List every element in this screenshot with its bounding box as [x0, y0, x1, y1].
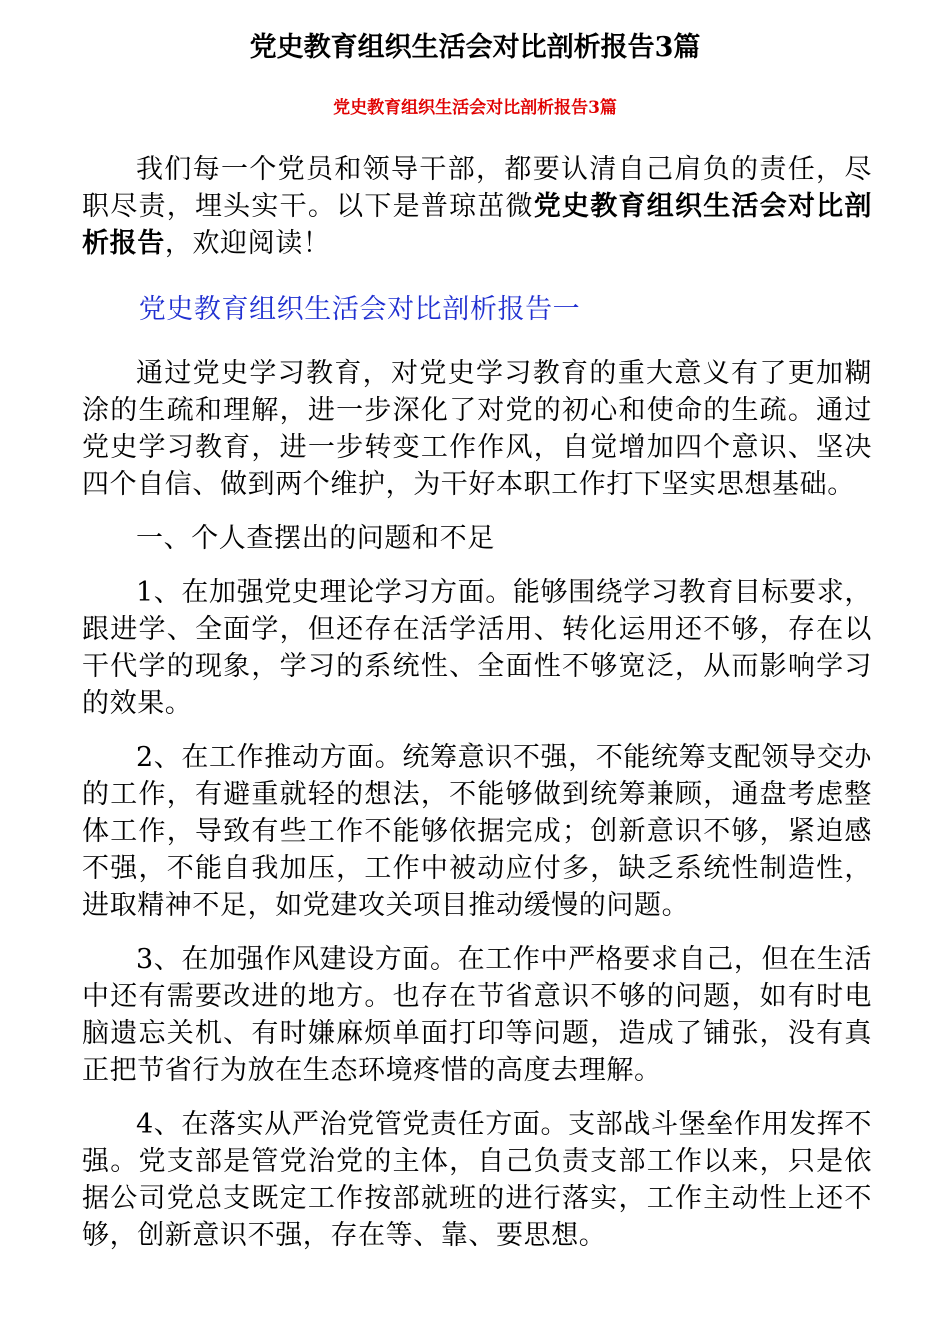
body-paragraph-3: 1、在加强党史理论学习方面。能够围绕学习教育目标要求，跟进学、全面学，但还存在活学活用、转化运用还不够，存在以干代学的现象，学习的系统性、全面性不够宽泛，从而影响学习的效果。 — [82, 577, 872, 719]
intro-text-before: 我们每一个党员和领导干部，都要认清自己肩负的责任，尽职尽责，埋头实干。以下是普琼茁微 — [82, 154, 872, 222]
document-subtitle: 党史教育组织生活会对比剖析报告3篇 — [333, 98, 617, 118]
body-paragraph-4: 2、在工作推动方面。统筹意识不强，不能统筹支配领导交办的工作，有避重就轻的想法，不能够做到统筹兼顾，通盘考虑整体工作，导致有些工作不能够依据完成；创新意识不够，紧迫感不强，不能自我加压，工作中被动应付多，缺乏系统性制造性，进取精神不足，如党建攻关项目推动缓慢的问题。 — [82, 742, 872, 921]
intro-text-bold: 党史教育组织生活会对比剖析报告 — [82, 191, 872, 259]
intro-paragraph — [82, 151, 872, 262]
intro-text-after: ，欢迎阅读！ — [164, 228, 331, 259]
document-body — [82, 151, 872, 1271]
document-title: 党史教育组织生活会对比剖析报告3篇 — [249, 32, 701, 63]
body-paragraph-2: 一、个人查摆出的问题和不足 — [136, 523, 495, 554]
body-paragraph-5: 3、在加强作风建设方面。在工作中严格要求自己，但在生活中还有需要改进的地方。也存在节省意识不够的问题，如有时电脑遗忘关机、有时嫌麻烦单面打印等问题，造成了铺张，没有真正把节省行为放在生态环境疼惜的高度去理解。 — [82, 944, 872, 1086]
body-paragraph-1: 通过党史学习教育，对党史学习教育的重大意义有了更加糊涂的生疏和理解，进一步深化了对党的初心和使命的生疏。通过党史学习教育，进一步转变工作作风，自觉增加四个意识、坚决四个自信、做到两个维护，为干好本职工作打下坚实思想基础。 — [82, 358, 872, 500]
body-paragraph-6: 4、在落实从严治党管党责任方面。支部战斗堡垒作用发挥不强。党支部是管党治党的主体，自己负责支部工作以来，只是依据公司党总支既定工作按部就班的进行落实，工作主动性上还不够，创新意识不强，存在等、靠、要思想。 — [82, 1109, 872, 1251]
section-heading: 党史教育组织生活会对比剖析报告一 — [138, 294, 581, 325]
